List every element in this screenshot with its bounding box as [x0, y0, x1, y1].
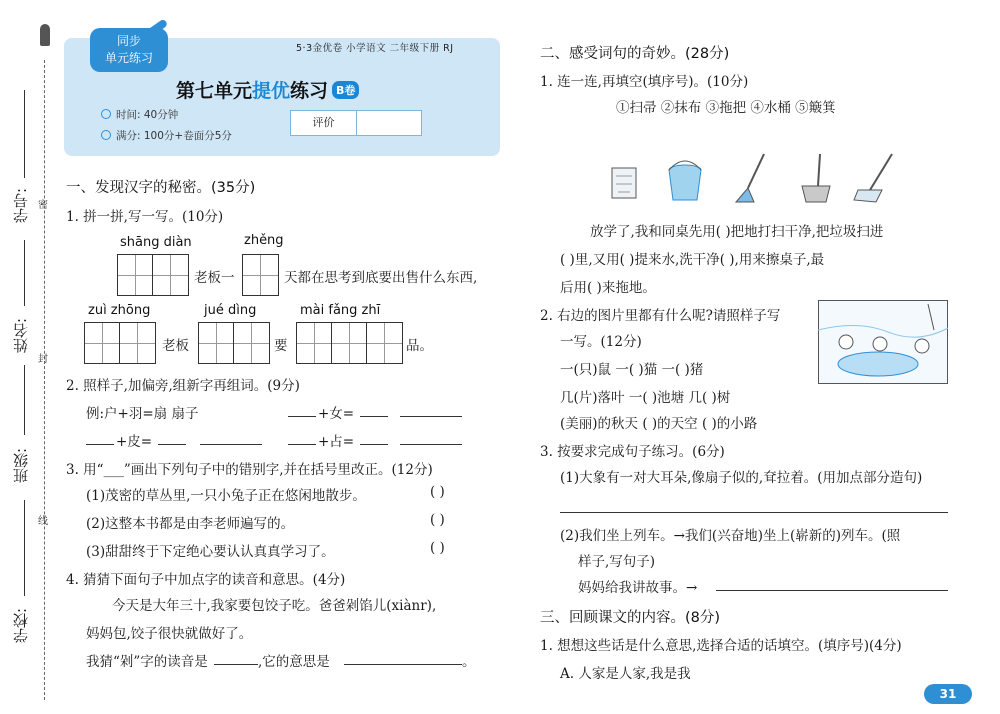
- q2-2-row-2: 几(片)落叶 一( )池塘 几( )树: [560, 390, 731, 406]
- q4-pronunciation-blank[interactable]: [214, 664, 258, 665]
- q3-answer-2[interactable]: ( ): [430, 512, 445, 528]
- q4-passage-1: 今天是大年三十,我家要包饺子吃。爸爸剁馅儿(xiànr),: [112, 598, 437, 614]
- q2-3-item-1: (1)大象有一对大耳朵,像扇子似的,耷拉着。(用加点部分造句): [560, 470, 923, 486]
- q2-example: 例:户+羽=扇 扇子: [86, 406, 199, 422]
- clock-icon: [101, 109, 111, 119]
- pinyin-maifangzhi: mài fǎng zhī: [300, 303, 381, 318]
- margin-label-name: 姓名:: [12, 317, 30, 353]
- margin-label-school: 学校:: [12, 607, 30, 643]
- pinyin-shangdian: shāng diàn: [120, 235, 192, 250]
- q2-blank-7[interactable]: [288, 444, 316, 445]
- q2-blank-2[interactable]: [360, 416, 388, 417]
- question-3-1: 1. 想想这些话是什么意思,选择合适的话填空。(填序号)(4分): [540, 638, 902, 654]
- question-1-3: 3. 用“___”画出下列句子中的错别字,并在括号里改正。(12分): [66, 462, 433, 478]
- pinyin-zuizhong: zuì zhōng: [88, 303, 151, 318]
- q3-1-option-a: A. 人家是人家,我是我: [560, 666, 691, 682]
- q2-blank-1[interactable]: [288, 416, 316, 417]
- section-2-title: 二、感受词句的奇妙。(28分): [540, 46, 730, 62]
- q2-formula-a: +女=: [318, 406, 355, 422]
- q2-3-answer-line-2[interactable]: [716, 590, 948, 591]
- q4-prompt-a: 我猜“剁”字的读音是: [86, 654, 208, 670]
- header-subtitle: 5·3金优卷 小学语文 二年级下册 RJ: [296, 43, 454, 54]
- margin-tiny-mi: 密: [38, 200, 48, 211]
- fill-text-2a: 老板: [162, 338, 189, 354]
- q2-blank-4[interactable]: [86, 444, 114, 445]
- q2-1-passage-3: 后用( )来拖地。: [560, 280, 656, 296]
- question-2-1: 1. 连一连,再填空(填序号)。(10分): [540, 74, 749, 90]
- cleaning-tools-options: ①扫帚 ②抹布 ③拖把 ④水桶 ⑤簸箕: [616, 100, 836, 116]
- writing-grid-zheng[interactable]: [242, 254, 279, 296]
- q4-prompt-c: 。: [462, 654, 476, 670]
- section-3-title: 三、回顾课文的内容。(8分): [540, 610, 721, 626]
- question-1-4: 4. 猜猜下面句子中加点字的读音和意思。(4分): [66, 572, 346, 588]
- broom-picture: [732, 152, 772, 206]
- dustpan-picture: [796, 152, 836, 206]
- question-1-1: 1. 拼一拼,写一写。(10分): [66, 209, 224, 225]
- writing-grid-jueding[interactable]: [198, 322, 270, 364]
- exam-time: 时间: 40分钟: [116, 109, 179, 121]
- page-number: 31: [924, 684, 972, 704]
- q2-1-passage-2: ( )里,又用( )提来水,洗干净( ),用来擦桌子,最: [560, 252, 825, 268]
- fill-text-1a: 老板一: [194, 270, 235, 286]
- q2-blank-6[interactable]: [200, 444, 262, 445]
- q2-blank-3[interactable]: [400, 416, 462, 417]
- autumn-scene-picture: [818, 300, 948, 384]
- q2-3-item-2-prompt: 妈妈给我讲故事。→: [578, 580, 698, 596]
- question-1-2: 2. 照样子,加偏旁,组新字再组词。(9分): [66, 378, 300, 394]
- page-title: 第七单元提优练习 B卷: [176, 76, 359, 103]
- margin-line-4: [24, 500, 25, 596]
- margin-label-student-id: 学号:: [12, 187, 30, 223]
- pinyin-zheng: zhěng: [244, 233, 284, 248]
- q2-blank-8[interactable]: [360, 444, 388, 445]
- q2-2-row-3: (美丽)的秋天 ( )的天空 ( )的小路: [560, 416, 758, 432]
- question-2-3: 3. 按要求完成句子练习。(6分): [540, 444, 725, 460]
- margin-label-class: 班级:: [12, 447, 30, 483]
- sync-unit-badge: 同步 单元练习: [90, 28, 168, 72]
- margin-line-1: [24, 90, 25, 178]
- q4-passage-2: 妈妈包,饺子很快就做好了。: [86, 626, 253, 642]
- fill-text-1b: 天都在思考到底要出售什么东西,: [284, 270, 478, 286]
- q2-blank-5[interactable]: [158, 444, 186, 445]
- rocket-icon: [40, 24, 50, 46]
- q2-formula-b: +皮=: [116, 434, 153, 450]
- q3-answer-3[interactable]: ( ): [430, 540, 445, 556]
- margin-line-3: [24, 365, 25, 435]
- q2-formula-c: +占=: [318, 434, 355, 450]
- margin-tiny-feng: 封: [38, 354, 48, 365]
- section-1-title: 一、发现汉字的秘密。(35分): [66, 180, 256, 196]
- question-2-2-line2: 一写。(12分): [560, 334, 642, 350]
- exam-score: 满分: 100分+卷面分5分: [116, 130, 232, 142]
- margin-tiny-xian: 线: [38, 516, 48, 527]
- evaluation-box[interactable]: [290, 110, 422, 136]
- cloth-rag-picture: [606, 162, 642, 204]
- binding-dashed-line: [44, 60, 45, 700]
- question-2-2-line1: 2. 右边的图片里都有什么呢?请照样子写: [540, 308, 781, 324]
- q3-sentence-3: (3)甜甜终于下定绝心要认认真真学习了。: [86, 544, 335, 560]
- q2-2-row-1: 一(只)鼠 一( )猫 一( )猪: [560, 362, 704, 378]
- bucket-picture: [664, 158, 706, 204]
- q2-3-item-2-cont: 样子,写句子): [578, 554, 656, 570]
- mop-picture: [852, 152, 898, 206]
- fill-text-2b: 要: [274, 338, 288, 354]
- check-icon: [101, 130, 111, 140]
- q3-answer-1[interactable]: ( ): [430, 484, 445, 500]
- fill-text-2c: 品。: [406, 338, 433, 354]
- q4-prompt-b: ,它的意思是: [258, 654, 330, 670]
- q4-meaning-blank[interactable]: [344, 664, 462, 665]
- margin-line-2: [24, 240, 25, 306]
- evaluation-label: 评价: [291, 111, 357, 135]
- q3-sentence-1: (1)茂密的草丛里,一只小兔子正在悠闲地散步。: [86, 488, 366, 504]
- writing-grid-maifangzhi[interactable]: [296, 322, 403, 364]
- q2-3-item-2: (2)我们坐上列车。→我们(兴奋地)坐上(崭新的)列车。(照: [560, 528, 901, 544]
- writing-grid-shangdian[interactable]: [117, 254, 189, 296]
- writing-grid-zuizhong[interactable]: [84, 322, 156, 364]
- q2-1-passage-1: 放学了,我和同桌先用( )把地打扫干净,把垃圾扫进: [590, 224, 884, 240]
- q2-blank-9[interactable]: [400, 444, 462, 445]
- q2-3-answer-line-1[interactable]: [560, 512, 948, 513]
- pinyin-jueding: jué dìng: [204, 303, 257, 318]
- q3-sentence-2: (2)这整本书都是由李老师遍写的。: [86, 516, 295, 532]
